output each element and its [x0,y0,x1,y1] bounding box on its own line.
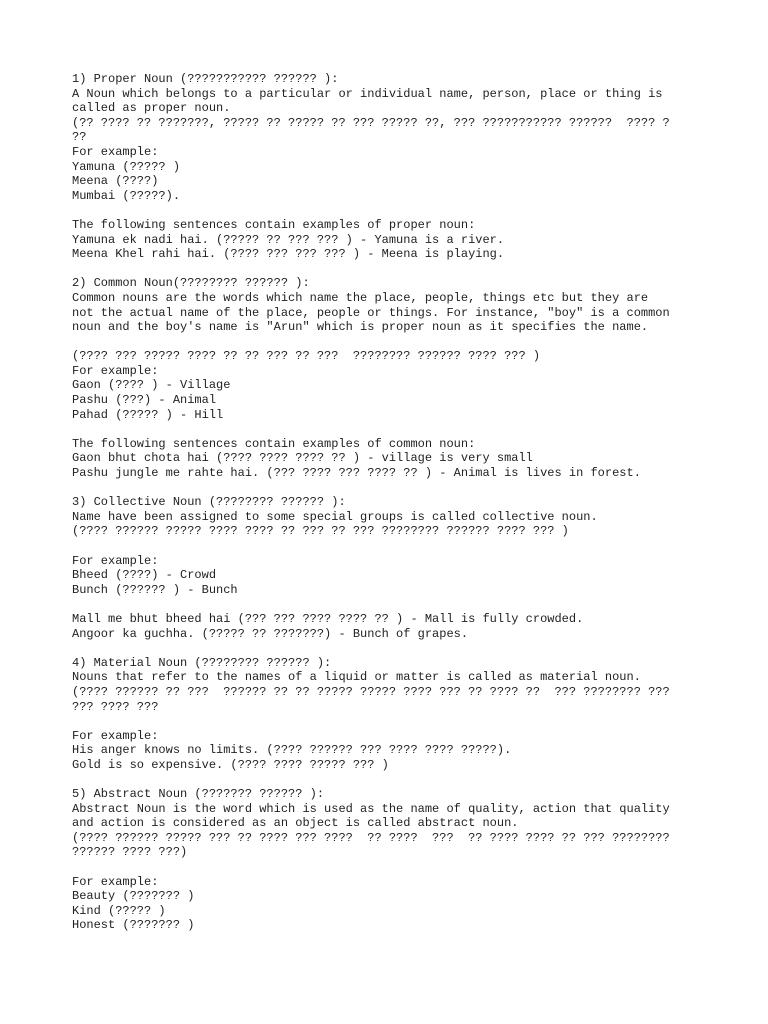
blank-line [72,422,712,437]
text-line: Common nouns are the words which name the place, people, things etc but they are [72,290,649,305]
blank-line [72,773,712,788]
text-line: ??? ???? ??? [72,699,159,714]
text-line: (?? ???? ?? ???????, ????? ?? ????? ?? ??? ????? ??, ??? ??????????? ?????? ???? ? [72,115,670,130]
text-line: Meena Khel rahi hai. (???? ??? ??? ??? ) - Meena is playing. [72,247,505,262]
text-line: Name have been assigned to some special groups is called collective noun. [72,509,598,524]
text-line: Bheed (????) - Crowd [72,568,217,583]
blank-line [72,335,712,350]
text-line: 5) Abstract Noun (??????? ?????? ): [72,787,325,802]
blank-line [72,714,712,729]
blank-line [72,262,712,277]
text-line: (???? ??? ????? ???? ?? ?? ??? ?? ??? ???????? ?????? ???? ??? ) [72,349,541,364]
text-line: For example: [72,728,159,743]
text-line: The following sentences contain examples of common noun: [72,436,476,451]
text-line: ?????? ???? ???) [72,845,188,860]
text-line: Mall me bhut bheed hai (??? ??? ???? ???? ?? ) - Mall is fully crowded. [72,611,584,626]
blank-line [72,860,712,875]
text-line: For example: [72,363,159,378]
blank-line [72,597,712,612]
blank-line [72,203,712,218]
text-line: Gaon bhut chota hai (???? ???? ???? ?? ) - village is very small [72,451,533,466]
text-line: For example: [72,144,159,159]
text-line: Beauty (??????? ) [72,889,195,904]
text-line: (???? ?????? ????? ???? ???? ?? ??? ?? ??? ???????? ?????? ???? ??? ) [72,524,569,539]
text-line: ?? [72,130,87,145]
text-line: 3) Collective Noun (???????? ?????? ): [72,495,346,510]
blank-line [72,641,712,656]
text-line: called as proper noun. [72,101,231,116]
text-line: A Noun which belongs to a particular or individual name, person, place or thing is [72,86,663,101]
text-line: Gold is so expensive. (???? ???? ????? ??? ) [72,757,389,772]
text-line: Meena (????) [72,174,159,189]
text-line: His anger knows no limits. (???? ?????? ??? ???? ???? ?????). [72,743,512,758]
text-line: Abstract Noun is the word which is used as the name of quality, action that quality [72,801,670,816]
text-line: and action is considered as an object is called abstract noun. [72,816,519,831]
text-line: 1) Proper Noun (??????????? ?????? ): [72,72,339,86]
text-line: (???? ?????? ?? ??? ?????? ?? ?? ????? ????? ???? ??? ?? ???? ?? ??? ???????? ??? [72,684,670,699]
document-page [72,72,712,933]
text-line: Angoor ka guchha. (????? ?? ???????) - Bunch of grapes. [72,626,469,641]
text-line: Gaon (???? ) - Village [72,378,231,393]
text-line: Bunch (?????? ) - Bunch [72,582,238,597]
text-line: Yamuna (????? ) [72,159,181,174]
text-line: For example: [72,874,159,889]
text-line: The following sentences contain examples of proper noun: [72,217,476,232]
text-line: not the actual name of the place, people or things. For instance, "boy" is a common [72,305,670,320]
text-line: Pashu jungle me rahte hai. (??? ???? ??? ???? ?? ) - Animal is lives in forest. [72,466,641,481]
text-line: noun and the boy's name is "Arun" which is proper noun as it specifies the name. [72,320,649,335]
text-line: For example: [72,553,159,568]
blank-line [72,539,712,554]
text-line: 2) Common Noun(???????? ?????? ): [72,276,310,291]
text-line: Pashu (???) - Animal [72,393,217,408]
text-line: Mumbai (?????). [72,188,181,203]
blank-line [72,481,712,496]
text-line: Honest (??????? ) [72,918,195,933]
text-line: Yamuna ek nadi hai. (????? ?? ??? ??? ) - Yamuna is a river. [72,232,505,247]
text-line: Pahad (????? ) - Hill [72,407,224,422]
text-line: 4) Material Noun (???????? ?????? ): [72,655,332,670]
text-line: Kind (????? ) [72,903,166,918]
text-line: Nouns that refer to the names of a liquid or matter is called as material noun. [72,670,641,685]
text-line: (???? ?????? ????? ??? ?? ???? ??? ???? ?? ???? ??? ?? ???? ???? ?? ??? ???????? [72,830,670,845]
